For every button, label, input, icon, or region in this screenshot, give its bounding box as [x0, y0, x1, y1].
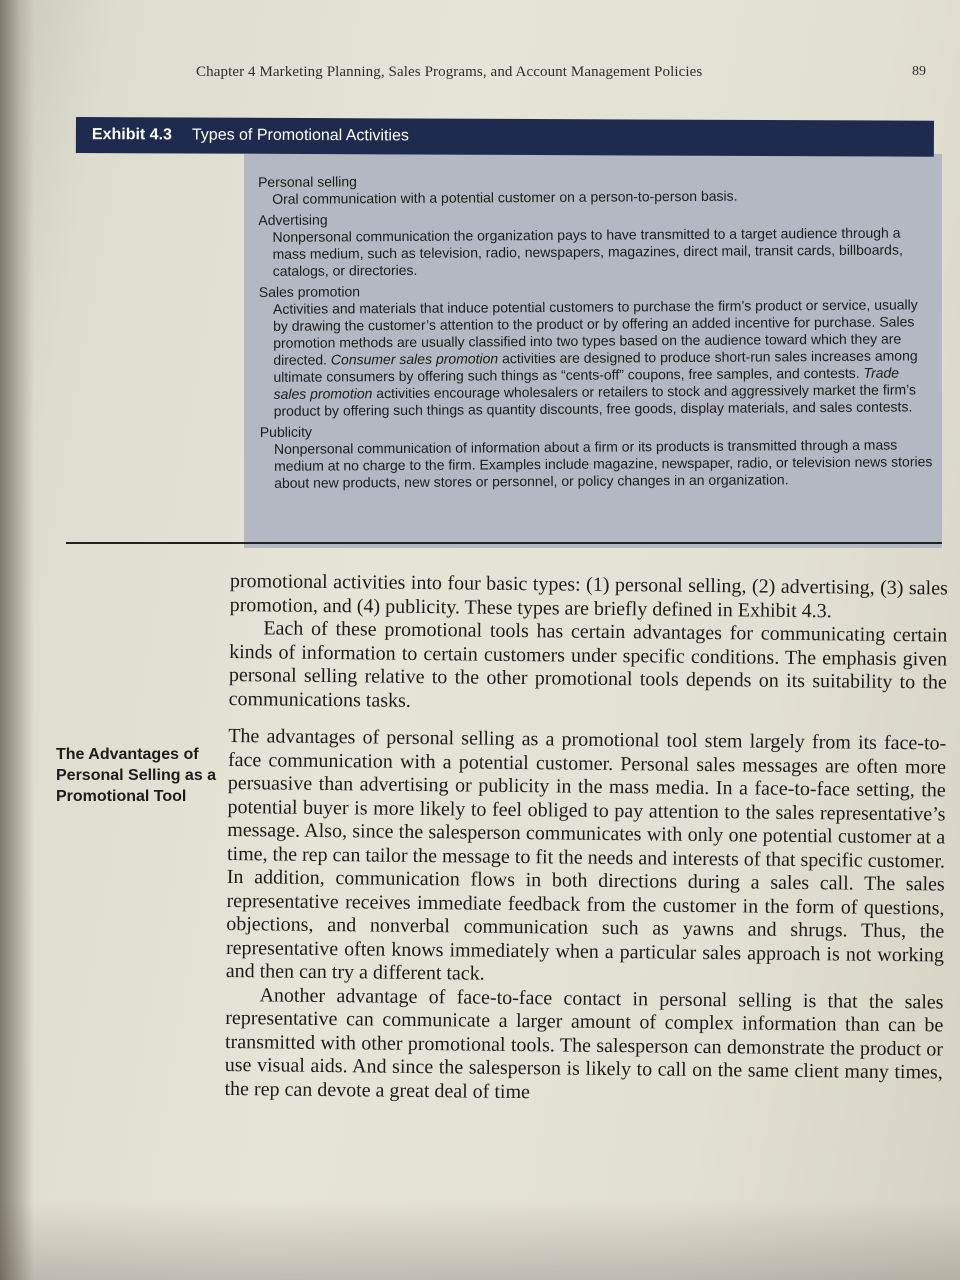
page-gutter-shadow — [0, 0, 34, 1280]
exhibit-definition: Nonpersonal communication of information about a firm or its products is transmitted through a mass medium at no charge to the firm. Examples include magazine, newspaper, radio, or television news stories about new products, new stores or personnel, or policy changes in an organization. — [273, 436, 933, 491]
exhibit-definition: Oral communication with a potential customer on a person-to-person basis. — [272, 187, 738, 207]
running-header: Chapter 4 Marketing Planning, Sales Programs, and Account Management Policies — [196, 64, 703, 80]
page-bottom-shadow — [0, 1200, 960, 1280]
paragraph: Another advantage of face-to-face contact in personal selling is that the sales representative can communicate a larger amount of complex information than can be transmitted with other promotional tools. The salesperson can demonstrate the product or use visual aids. And since the salesperson is likely to call on the same client many times, the rep can devote a great deal of time — [224, 983, 944, 1103]
exhibit-title-bar — [76, 117, 934, 157]
body-text — [224, 570, 948, 1108]
exhibit-content — [258, 169, 936, 496]
exhibit-number: Exhibit 4.3 — [91, 126, 172, 144]
exhibit-definition — [273, 296, 936, 420]
paragraph: Each of these promotional tools has certain advantages for communicating certain kinds of information to certain customers under specific conditions. The emphasis given personal selling relative to the other promotional tools depends on its suitability to the communications tasks. — [228, 617, 948, 712]
exhibit-term: Advertising — [258, 211, 328, 228]
page-number: 89 — [912, 64, 926, 79]
italic-term: Consumer sales promotion — [330, 350, 499, 368]
exhibit-definition: Nonpersonal communication the organization pays to have transmitted to a target audience through a mass medium, such as television, radio, newspapers, magazines, direct mail, transit cards, billboards, catalogs, or directories. — [272, 224, 903, 279]
exhibit-title: Types of Promotional Activities — [191, 126, 409, 145]
exhibit-term: Publicity — [259, 423, 312, 440]
exhibit-bottom-rule — [66, 542, 942, 544]
definition-text: activities encourage wholesalers or retailers to stock and aggressively market the firm’s product by offering such things as quantity discounts, free goods, display materials, and sales contests. — [273, 381, 917, 419]
margin-heading: The Advantages of Personal Selling as a Promotional Tool — [56, 746, 217, 805]
paragraph: The advantages of personal selling as a promotional tool stem largely from its face-to-face communication with a potential customer. Personal sales messages are often more persuasive than advertising or publicity in the mass media. In a face-to-face setting, the potential buyer is more likely to feel obliged to pay attention to the sales representative’s message. Also, since the salesperson communicates with only one potential customer at a time, the rep can tailor the message to fit the needs and interests of that specific customer. In addition, communication flows in both directions during a sales call. The sales representative receives immediate feedback from the customer in the form of questions, objections, and nonverbal communication such as yawns and shrugs. Thus, the representative often knows immediately when a particular sales approach is not working and then can try a different tack. — [225, 724, 947, 985]
definition-text: activities are designed to produce short-run sales increases among ultimate consumers by offering such things as “cents-off” coupons, free samples, and contests. — [273, 347, 918, 385]
paragraph: promotional activities into four basic types: (1) personal selling, (2) advertising, (3) sales promotion, and (4) publicity. These types are briefly defined in Exhibit 4.3. — [229, 570, 948, 622]
italic-term: Trade sales promotion — [273, 364, 900, 402]
exhibit-term: Sales promotion — [258, 283, 361, 300]
definition-text: Activities and materials that induce potential customers to purchase the firm’s product or service, usually by drawing the customer’s attention to the product or by offering an added incentive for purchase. Sales promotion methods are usually classified into two types based on the audience toward which they are directed. — [272, 296, 918, 368]
exhibit-term: Personal selling — [258, 173, 357, 190]
